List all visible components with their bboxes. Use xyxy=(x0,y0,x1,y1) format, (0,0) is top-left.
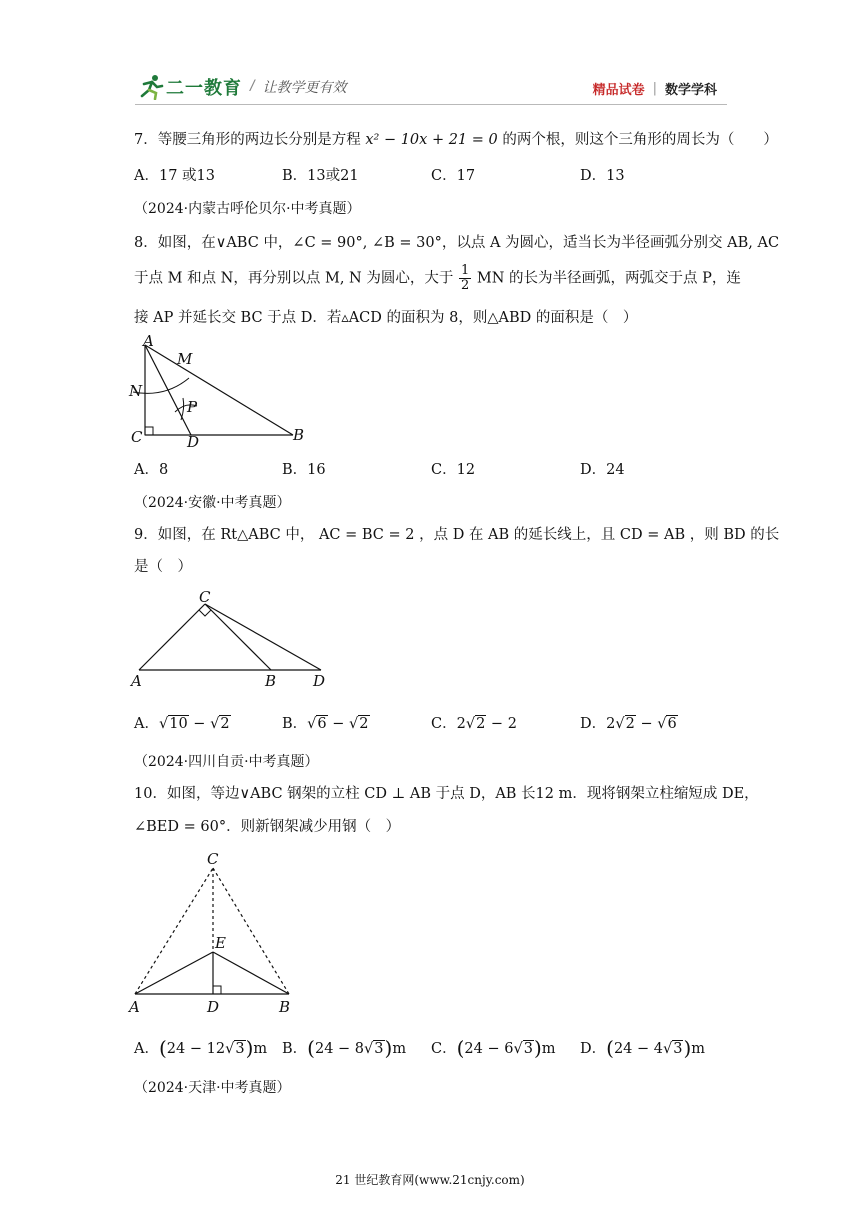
q8-option-c[interactable]: C．12 xyxy=(431,462,476,478)
q10-source: （2024·天津·中考真题） xyxy=(134,1080,291,1096)
q8-line2 xyxy=(134,264,741,293)
q8-fraction: $\frac{1}{2}$ xyxy=(460,263,470,293)
q8-right-angle xyxy=(145,427,153,435)
q10-side-cb xyxy=(213,868,289,994)
subject-label: 数学学科 xyxy=(664,83,717,98)
q10-label-a: A xyxy=(129,998,140,1016)
q7-option-a[interactable]: A．17 或13 xyxy=(134,168,215,184)
q8-label-m: M xyxy=(177,350,193,368)
header-subject xyxy=(593,79,717,98)
q7-source: （2024·内蒙古呼伦贝尔·中考真题） xyxy=(134,201,361,217)
q10-line1: 10．如图，等边∨ABC 钢架的立柱 CD ⊥ AB 于点 D，AB 长12 m．现将钢架立柱缩短成 DE， xyxy=(134,786,759,802)
q7-option-d[interactable]: D．13 xyxy=(580,168,625,184)
quality-badge: 精品试卷 xyxy=(592,83,645,98)
q8-label-n: N xyxy=(129,382,143,400)
q9-side-cd xyxy=(205,604,321,670)
q9-option-c[interactable]: C．2√2 − 2 xyxy=(431,716,517,732)
q8-option-a[interactable]: A．8 xyxy=(134,462,169,478)
q10-option-a[interactable]: A．(24 − 12√3)m xyxy=(134,1036,268,1060)
q8-line2-part1: 于点 M 和点 N，再分别以点 M, N 为圆心，大于 xyxy=(134,270,454,287)
q7-equation: x² − 10x + 21 = 0 xyxy=(365,132,498,148)
runner-logo-icon xyxy=(138,74,164,100)
q8-figure xyxy=(125,330,315,450)
q9-right-angle xyxy=(199,610,211,616)
q9-label-b: B xyxy=(265,672,277,690)
q8-option-d[interactable]: D．24 xyxy=(580,462,625,478)
q8-line2-part2: MN 的长为半径画弧，两弧交于点 P，连 xyxy=(476,270,741,287)
logo-slogan: 让教学更有效 xyxy=(262,80,347,96)
q10-option-d[interactable]: D．(24 − 4√3)m xyxy=(580,1036,706,1060)
q7-option-c[interactable]: C．17 xyxy=(431,168,476,184)
logo-separator: / xyxy=(250,78,255,95)
q10-label-b: B xyxy=(279,998,291,1016)
q9-option-a[interactable]: A．√10 − √2 xyxy=(134,716,230,732)
q9-label-a: A xyxy=(131,672,142,690)
q8-label-c: C xyxy=(131,428,143,446)
q9-source: （2024·四川自贡·中考真题） xyxy=(134,754,319,770)
q10-line2: ∠BED = 60°．则新钢架减少用钢（ ） xyxy=(134,819,401,835)
q9-label-d: D xyxy=(313,672,326,690)
q7-stem xyxy=(134,130,778,150)
q10-side-eb xyxy=(213,952,289,994)
page-footer: 21 世纪教育网(www.21cnjy.com) xyxy=(335,1173,525,1187)
q10-option-c[interactable]: C．(24 − 6√3)m xyxy=(431,1036,556,1060)
q9-line2: 是（ ） xyxy=(134,559,192,575)
q10-option-b[interactable]: B．(24 − 8√3)m xyxy=(282,1036,407,1060)
q9-line1: 9．如图，在 Rt△ABC 中， AC = BC = 2 ，点 D 在 AB 的延长线上，且 CD = AB ，则 BD 的长 xyxy=(134,527,780,543)
q10-label-c: C xyxy=(207,850,219,868)
q8-line1: 8．如图，在∨ABC 中，∠C = 90°, ∠B = 30°，以点 A 为圆心，适当长为半径画弧分别交 AB, AC xyxy=(134,235,780,251)
q8-source: （2024·安徽·中考真题） xyxy=(134,495,291,511)
header-rule xyxy=(135,104,727,105)
q10-right-angle xyxy=(213,986,221,994)
q9-side-cb xyxy=(205,604,271,670)
q8-option-b[interactable]: B．16 xyxy=(282,462,326,478)
logo-text: 二一教育 xyxy=(166,78,242,99)
q7-stem-part1: 7．等腰三角形的两边长分别是方程 xyxy=(134,132,361,148)
q10-side-ae xyxy=(135,952,213,994)
header-logo xyxy=(138,72,346,102)
q7-option-b[interactable]: B．13或21 xyxy=(282,168,359,184)
q9-option-b[interactable]: B．√6 − √2 xyxy=(282,716,369,732)
header-divider: | xyxy=(652,81,657,96)
q9-option-d[interactable]: D．2√2 − √6 xyxy=(580,716,677,732)
q8-line3: 接 AP 并延长交 BC 于点 D．若▵ACD 的面积为 8，则△ABD 的面积是（ ） xyxy=(134,310,638,326)
q7-stem-part2: 的两个根，则这个三角形的周长为（ ） xyxy=(502,132,778,148)
q10-figure xyxy=(125,846,305,1016)
q9-side-ac xyxy=(139,604,205,670)
q10-label-e: E xyxy=(215,934,226,952)
q9-figure xyxy=(125,586,340,691)
q9-label-c: C xyxy=(199,588,211,606)
q10-side-ac xyxy=(135,868,213,994)
q8-label-d: D xyxy=(187,433,200,450)
q8-label-p: P xyxy=(187,398,198,416)
q10-label-d: D xyxy=(207,998,220,1016)
q8-label-a: A xyxy=(143,332,154,350)
q8-label-b: B xyxy=(293,426,305,444)
